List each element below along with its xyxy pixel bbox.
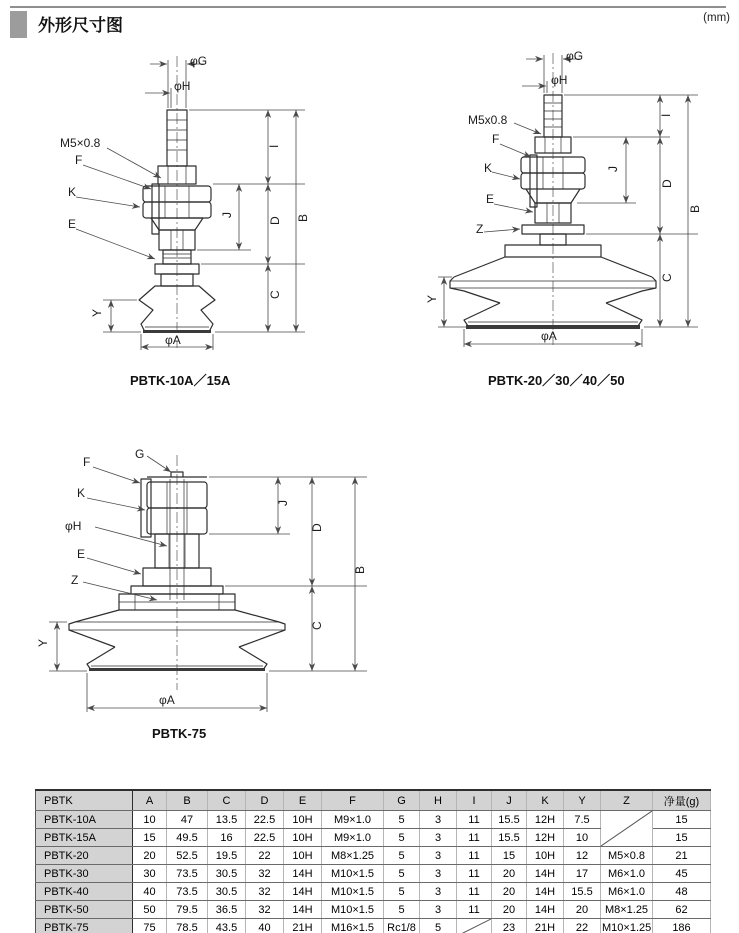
cell: 21H bbox=[284, 919, 322, 933]
cell: M10×1.5 bbox=[322, 883, 384, 901]
cell: 17 bbox=[564, 865, 601, 883]
cell-not-applicable bbox=[601, 811, 653, 847]
cell: 14H bbox=[527, 901, 564, 919]
cell: 23 bbox=[492, 919, 527, 933]
cell: 15 bbox=[133, 829, 167, 847]
cell: 5 bbox=[384, 865, 420, 883]
cell: M6×1.0 bbox=[601, 865, 653, 883]
col-header: J bbox=[492, 790, 527, 811]
label-y: Y bbox=[36, 638, 50, 647]
cell: 11 bbox=[457, 829, 492, 847]
cell: 19.5 bbox=[208, 847, 246, 865]
label-k: K bbox=[68, 185, 77, 199]
cell: 21 bbox=[653, 847, 711, 865]
cell: 3 bbox=[420, 811, 457, 829]
label-c: C bbox=[310, 621, 324, 630]
cell: 20 bbox=[492, 883, 527, 901]
table-row bbox=[36, 865, 711, 883]
cell: M5×0.8 bbox=[601, 847, 653, 865]
cell: M9×1.0 bbox=[322, 811, 384, 829]
label-d: D bbox=[310, 523, 324, 532]
cell: 5 bbox=[384, 829, 420, 847]
label-phi-h: φH bbox=[65, 519, 82, 533]
cell: 22 bbox=[564, 919, 601, 933]
diagram-pbtk-10a-15a bbox=[55, 48, 320, 360]
col-header: K bbox=[527, 790, 564, 811]
cell: 15 bbox=[492, 847, 527, 865]
label-c: C bbox=[660, 273, 674, 282]
caption-pbtk-10a-15a: PBTK-10A／15A bbox=[130, 373, 231, 388]
row-header: PBTK-50 bbox=[36, 901, 133, 919]
cell: 10H bbox=[527, 847, 564, 865]
cell: 14H bbox=[284, 865, 322, 883]
label-c: C bbox=[268, 290, 282, 299]
cell: 79.5 bbox=[167, 901, 208, 919]
cell: 10 bbox=[133, 811, 167, 829]
cell: 3 bbox=[420, 865, 457, 883]
cell: 15 bbox=[653, 811, 711, 829]
cell: 50 bbox=[133, 901, 167, 919]
cell: 73.5 bbox=[167, 865, 208, 883]
cell: 40 bbox=[133, 883, 167, 901]
cell: M9×1.0 bbox=[322, 829, 384, 847]
dimension-table bbox=[35, 789, 711, 933]
cell-not-applicable bbox=[457, 919, 492, 933]
col-header: A bbox=[133, 790, 167, 811]
label-b: B bbox=[296, 213, 310, 222]
row-header: PBTK-40 bbox=[36, 883, 133, 901]
cell: M10×1.5 bbox=[322, 865, 384, 883]
label-phi-g: φG bbox=[190, 54, 208, 68]
dimension-lines bbox=[76, 60, 305, 350]
table-row bbox=[36, 901, 711, 919]
cell: 10H bbox=[284, 847, 322, 865]
cell: 16 bbox=[208, 829, 246, 847]
label-e: E bbox=[77, 547, 86, 561]
caption-pbtk-75: PBTK-75 bbox=[152, 726, 207, 741]
label-i: I bbox=[659, 113, 673, 117]
cell: 32 bbox=[246, 865, 284, 883]
label-thread: M5x0.8 bbox=[468, 113, 508, 127]
label-phi-g: φG bbox=[566, 49, 584, 63]
cell: 5 bbox=[384, 901, 420, 919]
cell: 20 bbox=[564, 901, 601, 919]
col-header: Z bbox=[601, 790, 653, 811]
row-header: PBTK-20 bbox=[36, 847, 133, 865]
cell: 45 bbox=[653, 865, 711, 883]
col-header: H bbox=[420, 790, 457, 811]
cell: 78.5 bbox=[167, 919, 208, 933]
cell: 11 bbox=[457, 865, 492, 883]
cell: 12 bbox=[564, 847, 601, 865]
cell: 11 bbox=[457, 883, 492, 901]
col-header: D bbox=[246, 790, 284, 811]
col-header: C bbox=[208, 790, 246, 811]
label-phi-h: φH bbox=[174, 79, 191, 93]
cell: 40 bbox=[246, 919, 284, 933]
cell: 7.5 bbox=[564, 811, 601, 829]
dimension-lines bbox=[438, 55, 698, 347]
cell: 10H bbox=[284, 811, 322, 829]
cell: 12H bbox=[527, 811, 564, 829]
diagram-pbtk-75 bbox=[35, 440, 390, 730]
table-header-row bbox=[36, 790, 711, 811]
label-k: K bbox=[484, 161, 493, 175]
cell: Rc1/8 bbox=[384, 919, 420, 933]
label-y: Y bbox=[425, 294, 439, 303]
cell: 3 bbox=[420, 829, 457, 847]
col-header: F bbox=[322, 790, 384, 811]
cell: 3 bbox=[420, 901, 457, 919]
cell: 43.5 bbox=[208, 919, 246, 933]
label-k: K bbox=[77, 486, 86, 500]
row-header: PBTK-15A bbox=[36, 829, 133, 847]
cell: M6×1.0 bbox=[601, 883, 653, 901]
col-header: PBTK bbox=[36, 790, 133, 811]
cell: 48 bbox=[653, 883, 711, 901]
row-header: PBTK-10A bbox=[36, 811, 133, 829]
cell: 3 bbox=[420, 847, 457, 865]
table-row bbox=[36, 847, 711, 865]
cell: 5 bbox=[384, 847, 420, 865]
label-b: B bbox=[688, 204, 702, 213]
cell: M10×1.25 bbox=[601, 919, 653, 933]
label-y: Y bbox=[90, 308, 104, 317]
cell: 49.5 bbox=[167, 829, 208, 847]
cell: 12H bbox=[527, 829, 564, 847]
label-i: I bbox=[267, 144, 281, 148]
cell: 10H bbox=[284, 829, 322, 847]
cell: 20 bbox=[492, 901, 527, 919]
table-row bbox=[36, 811, 711, 829]
cell: 3 bbox=[420, 883, 457, 901]
dimension-labels bbox=[425, 49, 702, 343]
caption-pbtk-20-30-40-50: PBTK-20／30／40／50 bbox=[488, 373, 625, 388]
label-phi-h: φH bbox=[551, 73, 568, 87]
label-d: D bbox=[268, 216, 282, 225]
label-f: F bbox=[75, 153, 83, 167]
dimension-lines bbox=[49, 456, 367, 712]
label-e: E bbox=[486, 192, 495, 206]
cell: M16×1.5 bbox=[322, 919, 384, 933]
cell: 11 bbox=[457, 811, 492, 829]
label-d: D bbox=[660, 179, 674, 188]
cell: 20 bbox=[133, 847, 167, 865]
label-j: J bbox=[606, 166, 620, 172]
cell: 5 bbox=[384, 883, 420, 901]
cell: 14H bbox=[527, 865, 564, 883]
label-e: E bbox=[68, 217, 77, 231]
cell: 62 bbox=[653, 901, 711, 919]
col-header: 净量(g) bbox=[653, 790, 711, 811]
cell: 30.5 bbox=[208, 883, 246, 901]
cell: 11 bbox=[457, 847, 492, 865]
cell: 36.5 bbox=[208, 901, 246, 919]
cell: 13.5 bbox=[208, 811, 246, 829]
label-phi-a: φA bbox=[165, 333, 181, 347]
label-phi-a: φA bbox=[541, 329, 557, 343]
cell: 15.5 bbox=[492, 829, 527, 847]
cell: 14H bbox=[284, 901, 322, 919]
top-rule bbox=[10, 6, 726, 8]
cell: 11 bbox=[457, 901, 492, 919]
label-f: F bbox=[83, 455, 91, 469]
cell: 15.5 bbox=[492, 811, 527, 829]
label-b: B bbox=[353, 565, 367, 574]
cell: M8×1.25 bbox=[601, 901, 653, 919]
cell: 22 bbox=[246, 847, 284, 865]
col-header: Y bbox=[564, 790, 601, 811]
cell: 15.5 bbox=[564, 883, 601, 901]
cell: 30.5 bbox=[208, 865, 246, 883]
col-header: B bbox=[167, 790, 208, 811]
diagram-pbtk-20-30-40-50 bbox=[425, 45, 735, 357]
label-j: J bbox=[220, 212, 234, 218]
col-header: I bbox=[457, 790, 492, 811]
cell: 14H bbox=[527, 883, 564, 901]
cell: 30 bbox=[133, 865, 167, 883]
page-title: 外形尺寸图 bbox=[38, 16, 123, 35]
label-j: J bbox=[276, 500, 290, 506]
label-g: G bbox=[135, 447, 145, 461]
cell: 21H bbox=[527, 919, 564, 933]
cell: 10 bbox=[564, 829, 601, 847]
cell: 22.5 bbox=[246, 829, 284, 847]
table-row bbox=[36, 883, 711, 901]
cell: 15 bbox=[653, 829, 711, 847]
cell: 5 bbox=[384, 811, 420, 829]
cell: 5 bbox=[420, 919, 457, 933]
col-header: G bbox=[384, 790, 420, 811]
section-marker bbox=[10, 11, 27, 38]
cell: 32 bbox=[246, 901, 284, 919]
label-z: Z bbox=[71, 573, 79, 587]
label-f: F bbox=[492, 132, 500, 146]
cell: 52.5 bbox=[167, 847, 208, 865]
cell: 32 bbox=[246, 883, 284, 901]
label-thread: M5×0.8 bbox=[60, 136, 101, 150]
col-header: E bbox=[284, 790, 322, 811]
unit-label: (mm) bbox=[703, 12, 730, 24]
label-z: Z bbox=[476, 222, 484, 236]
table-row bbox=[36, 919, 711, 933]
cell: 73.5 bbox=[167, 883, 208, 901]
cell: 22.5 bbox=[246, 811, 284, 829]
cell: 186 bbox=[653, 919, 711, 933]
label-phi-a: φA bbox=[159, 693, 175, 707]
cell: 75 bbox=[133, 919, 167, 933]
cell: 47 bbox=[167, 811, 208, 829]
cell: M8×1.25 bbox=[322, 847, 384, 865]
row-header: PBTK-75 bbox=[36, 919, 133, 933]
cell: 14H bbox=[284, 883, 322, 901]
cell: M10×1.5 bbox=[322, 901, 384, 919]
row-header: PBTK-30 bbox=[36, 865, 133, 883]
cell: 20 bbox=[492, 865, 527, 883]
